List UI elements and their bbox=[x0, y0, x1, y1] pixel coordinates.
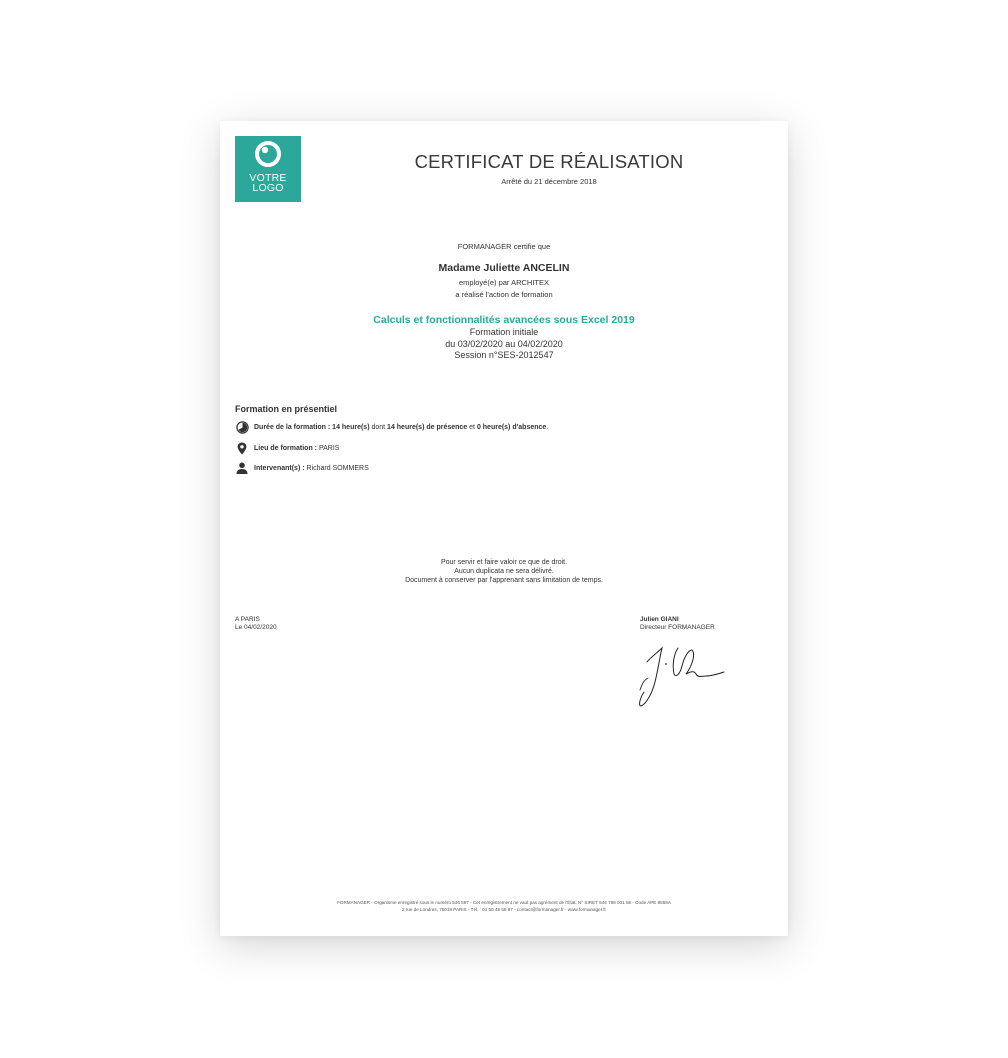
certificate-page bbox=[220, 121, 788, 936]
duration-row: Durée de la formation : 14 heure(s) dont 14 heure(s) de présence et 0 heure(s) d'absence. bbox=[235, 420, 548, 434]
signer-role: Directeur FORMANAGER bbox=[640, 624, 715, 631]
trainer-value: Richard SOMMERS bbox=[304, 464, 369, 472]
course-type: Formation initiale bbox=[469, 327, 539, 337]
location-pin-icon bbox=[235, 441, 249, 455]
course-info bbox=[220, 327, 788, 362]
section-title: Formation en présentiel bbox=[235, 404, 338, 414]
certificate-title: CERTIFICAT DE RÉALISATION bbox=[414, 151, 684, 172]
location-row bbox=[235, 441, 339, 455]
logo-text-line2: LOGO bbox=[252, 182, 284, 194]
handwritten-signature bbox=[638, 640, 726, 710]
trainee-employer: employé(e) par ARCHITEX bbox=[458, 278, 550, 287]
trainer-row bbox=[235, 461, 369, 475]
place-and-date bbox=[235, 616, 277, 632]
action-statement: a réalisé l'action de formation bbox=[455, 290, 553, 299]
certify-intro: FORMANAGER certifie que bbox=[457, 242, 551, 251]
course-title: Calculs et fonctionnalités avancées sous Excel 2019 bbox=[373, 314, 635, 326]
logo-eye-icon bbox=[254, 140, 282, 168]
location-label: Lieu de formation : bbox=[254, 444, 317, 452]
footer bbox=[220, 900, 788, 913]
absence-hours: 0 heure(s) d'absence bbox=[476, 423, 547, 431]
place-date: Le 04/02/2020 bbox=[235, 624, 277, 631]
logo-text-line1: VOTRE bbox=[249, 172, 287, 184]
footer-line2: 2 rue de Londres, 75019 PARIS - Tél. : 01 56 48 59 87 - contact@formanager.fr - www.formanager.fr bbox=[401, 906, 607, 912]
company-logo bbox=[235, 136, 301, 202]
course-session: Session n°SES-2012547 bbox=[454, 350, 554, 360]
clock-icon bbox=[235, 420, 249, 434]
person-icon bbox=[235, 461, 249, 475]
place-city: A PARIS bbox=[235, 616, 260, 623]
trainee-name: Madame Juliette ANCELIN bbox=[438, 262, 570, 274]
signer-name: Julien GIANI bbox=[640, 616, 679, 623]
location-value: PARIS bbox=[317, 444, 340, 452]
footer-line1: FORMANAGER - Organisme enregistré sous le numéro 546 597 - Cet enregistrement ne vaut pas agrément de l'État. N° SIRET 544 789 001 56 - Code APE 8559A bbox=[337, 900, 671, 905]
course-dates: du 03/02/2020 au 04/02/2020 bbox=[445, 338, 563, 349]
legal-notice: Pour servir et faire valoir ce que de droit. Aucun duplicata ne sera délivré. Document à conserver par l'apprenant sans limitation de temps. bbox=[405, 559, 603, 584]
duration-label: Durée de la formation : 14 heure(s) bbox=[254, 423, 370, 431]
signer-block bbox=[640, 616, 715, 632]
presence-hours: 14 heure(s) de présence bbox=[387, 423, 468, 431]
certificate-subtitle: Arrêté du 21 décembre 2018 bbox=[501, 177, 597, 186]
trainer-label: Intervenant(s) : bbox=[254, 464, 305, 472]
